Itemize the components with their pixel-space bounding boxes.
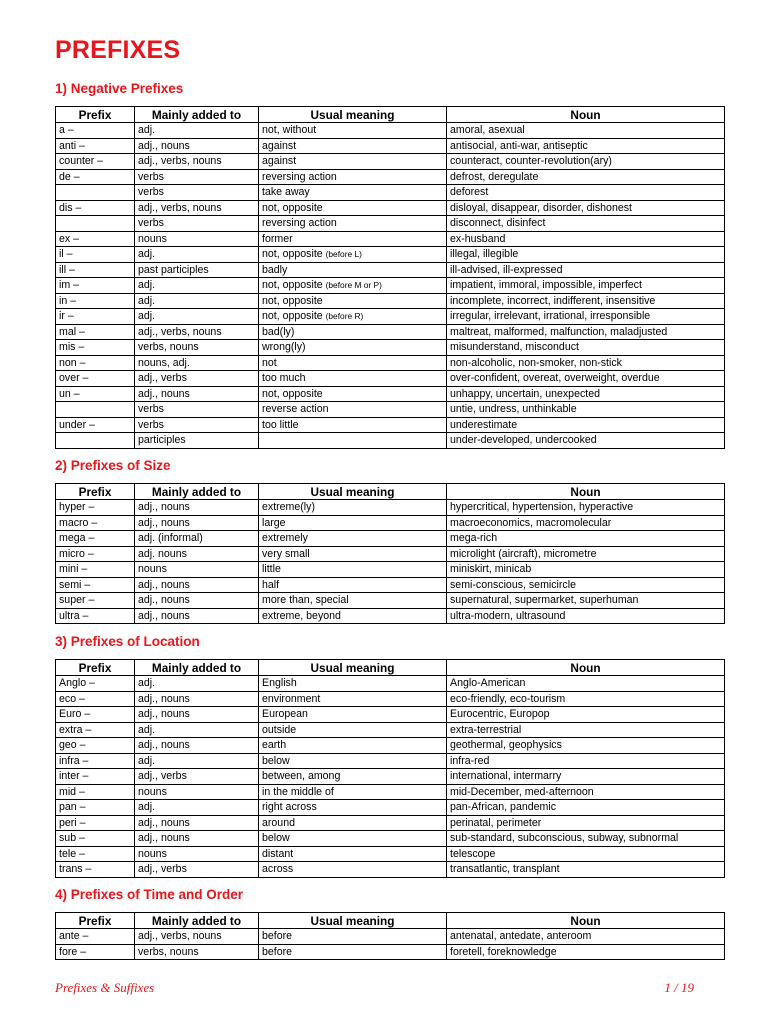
table-row xyxy=(56,138,725,154)
prefix-cell: counter – xyxy=(56,154,135,170)
prefix-cell: anti – xyxy=(56,138,135,154)
meaning-text: not, opposite xyxy=(262,279,326,292)
noun-examples-cell: disconnect, disinfect xyxy=(447,216,725,232)
column-header: Noun xyxy=(447,107,725,123)
table-row xyxy=(56,402,725,418)
noun-examples-cell: ex-husband xyxy=(447,231,725,247)
meaning-text: badly xyxy=(262,263,288,276)
prefix-cell: semi – xyxy=(56,577,135,593)
table-row xyxy=(56,309,725,325)
table-row xyxy=(56,293,725,309)
noun-examples-cell: international, intermarry xyxy=(447,769,725,785)
meaning-text: little xyxy=(262,563,281,576)
meaning-text: large xyxy=(262,516,286,529)
added-to-cell: adj. nouns xyxy=(135,546,259,562)
column-header: Usual meaning xyxy=(259,484,447,500)
meaning-text: before xyxy=(262,930,293,943)
meaning-cell xyxy=(259,577,447,593)
added-to-cell: adj., nouns xyxy=(135,593,259,609)
prefix-cell: peri – xyxy=(56,815,135,831)
noun-examples-cell: geothermal, geophysics xyxy=(447,738,725,754)
noun-examples-cell: unhappy, uncertain, unexpected xyxy=(447,386,725,402)
prefix-cell: il – xyxy=(56,247,135,263)
noun-examples-cell: Eurocentric, Europop xyxy=(447,707,725,723)
table-row xyxy=(56,929,725,945)
table-row xyxy=(56,562,725,578)
noun-examples-cell: amoral, asexual xyxy=(447,123,725,139)
meaning-text: English xyxy=(262,677,297,690)
noun-examples-cell: untie, undress, unthinkable xyxy=(447,402,725,418)
added-to-cell: adj., verbs xyxy=(135,769,259,785)
table-row xyxy=(56,722,725,738)
column-header: Noun xyxy=(447,484,725,500)
table-row xyxy=(56,784,725,800)
meaning-text: European xyxy=(262,708,308,721)
prefix-cell: pan – xyxy=(56,800,135,816)
table-row xyxy=(56,676,725,692)
noun-examples-cell: incomplete, incorrect, indifferent, insensitive xyxy=(447,293,725,309)
added-to-cell: adj. xyxy=(135,123,259,139)
prefix-cell: trans – xyxy=(56,862,135,878)
prefix-cell: in – xyxy=(56,293,135,309)
noun-examples-cell: telescope xyxy=(447,846,725,862)
meaning-text: across xyxy=(262,863,294,876)
prefix-cell: non – xyxy=(56,355,135,371)
noun-examples-cell: microlight (aircraft), micrometre xyxy=(447,546,725,562)
added-to-cell: adj. xyxy=(135,800,259,816)
meaning-text: too little xyxy=(262,418,299,431)
table-row xyxy=(56,800,725,816)
added-to-cell: adj. (informal) xyxy=(135,531,259,547)
meaning-cell xyxy=(259,722,447,738)
column-header: Usual meaning xyxy=(259,660,447,676)
prefix-cell: Anglo – xyxy=(56,676,135,692)
meaning-text: distant xyxy=(262,847,294,860)
meaning-text: around xyxy=(262,816,295,829)
meaning-text: not, opposite xyxy=(262,248,326,261)
meaning-text: right across xyxy=(262,801,317,814)
added-to-cell: participles xyxy=(135,433,259,449)
noun-examples-cell: macroeconomics, macromolecular xyxy=(447,515,725,531)
meaning-cell xyxy=(259,846,447,862)
meaning-cell xyxy=(259,433,447,449)
noun-examples-cell: semi-conscious, semicircle xyxy=(447,577,725,593)
meaning-text: in the middle of xyxy=(262,785,334,798)
noun-examples-cell: foretell, foreknowledge xyxy=(447,944,725,960)
column-header: Usual meaning xyxy=(259,107,447,123)
meaning-text: not, opposite xyxy=(262,201,323,214)
meaning-text: environment xyxy=(262,692,321,705)
added-to-cell: adj. xyxy=(135,293,259,309)
table-row xyxy=(56,417,725,433)
meaning-cell xyxy=(259,676,447,692)
meaning-text: extremely xyxy=(262,532,308,545)
noun-examples-cell: ill-advised, ill-expressed xyxy=(447,262,725,278)
meaning-cell xyxy=(259,546,447,562)
section-heading: 4) Prefixes of Time and Order xyxy=(55,887,244,902)
noun-examples-cell: non-alcoholic, non-smoker, non-stick xyxy=(447,355,725,371)
added-to-cell: verbs, nouns xyxy=(135,340,259,356)
table-row xyxy=(56,278,725,294)
prefix-cell: Euro – xyxy=(56,707,135,723)
prefix-table xyxy=(55,483,725,624)
meaning-text: against xyxy=(262,155,297,168)
meaning-text: not, without xyxy=(262,124,317,137)
added-to-cell: adj. xyxy=(135,722,259,738)
prefix-cell xyxy=(56,185,135,201)
added-to-cell: adj., verbs, nouns xyxy=(135,154,259,170)
noun-examples-cell: miniskirt, minicab xyxy=(447,562,725,578)
meaning-text: not, opposite xyxy=(262,387,323,400)
added-to-cell: adj. xyxy=(135,753,259,769)
table-row xyxy=(56,231,725,247)
noun-examples-cell: eco-friendly, eco-tourism xyxy=(447,691,725,707)
table-row xyxy=(56,500,725,516)
noun-examples-cell: defrost, deregulate xyxy=(447,169,725,185)
added-to-cell: verbs xyxy=(135,185,259,201)
prefix-table xyxy=(55,659,725,878)
meaning-cell xyxy=(259,169,447,185)
meaning-note: (before L) xyxy=(325,249,362,260)
table-row xyxy=(56,608,725,624)
table-row xyxy=(56,831,725,847)
prefix-cell: micro – xyxy=(56,546,135,562)
noun-examples-cell: supernatural, supermarket, superhuman xyxy=(447,593,725,609)
added-to-cell: verbs xyxy=(135,169,259,185)
prefix-cell: under – xyxy=(56,417,135,433)
meaning-cell xyxy=(259,515,447,531)
meaning-cell xyxy=(259,309,447,325)
meaning-cell xyxy=(259,402,447,418)
table-row xyxy=(56,386,725,402)
prefix-cell: de – xyxy=(56,169,135,185)
prefix-cell: im – xyxy=(56,278,135,294)
added-to-cell: verbs xyxy=(135,402,259,418)
table-row xyxy=(56,546,725,562)
prefix-cell xyxy=(56,216,135,232)
meaning-cell xyxy=(259,355,447,371)
meaning-cell xyxy=(259,691,447,707)
added-to-cell: verbs, nouns xyxy=(135,944,259,960)
table-row xyxy=(56,846,725,862)
prefix-cell: inter – xyxy=(56,769,135,785)
noun-examples-cell: perinatal, perimeter xyxy=(447,815,725,831)
page-title: PREFIXES xyxy=(55,36,181,64)
prefix-cell: un – xyxy=(56,386,135,402)
column-header: Mainly added to xyxy=(135,660,259,676)
prefix-cell xyxy=(56,402,135,418)
table-header-row xyxy=(56,484,725,500)
table-header-row xyxy=(56,660,725,676)
noun-examples-cell: infra-red xyxy=(447,753,725,769)
prefix-cell xyxy=(56,433,135,449)
meaning-cell xyxy=(259,753,447,769)
added-to-cell: adj., nouns xyxy=(135,707,259,723)
prefix-cell: ir – xyxy=(56,309,135,325)
table-row xyxy=(56,707,725,723)
noun-examples-cell: misunderstand, misconduct xyxy=(447,340,725,356)
added-to-cell: adj., verbs, nouns xyxy=(135,324,259,340)
prefix-cell: a – xyxy=(56,123,135,139)
table-row xyxy=(56,340,725,356)
table-row xyxy=(56,433,725,449)
added-to-cell: adj., nouns xyxy=(135,831,259,847)
meaning-cell xyxy=(259,324,447,340)
noun-examples-cell: extra-terrestrial xyxy=(447,722,725,738)
meaning-text: very small xyxy=(262,547,310,560)
column-header: Noun xyxy=(447,660,725,676)
meaning-cell xyxy=(259,562,447,578)
table-row xyxy=(56,577,725,593)
added-to-cell: verbs xyxy=(135,216,259,232)
added-to-cell: past participles xyxy=(135,262,259,278)
prefix-cell: sub – xyxy=(56,831,135,847)
added-to-cell: adj., verbs, nouns xyxy=(135,929,259,945)
column-header: Mainly added to xyxy=(135,913,259,929)
prefix-cell: mis – xyxy=(56,340,135,356)
prefix-cell: infra – xyxy=(56,753,135,769)
prefix-cell: dis – xyxy=(56,200,135,216)
table-row xyxy=(56,355,725,371)
footer-page-number: 1 / 19 xyxy=(664,980,694,995)
noun-examples-cell: disloyal, disappear, disorder, dishonest xyxy=(447,200,725,216)
added-to-cell: nouns xyxy=(135,562,259,578)
meaning-cell xyxy=(259,707,447,723)
prefix-cell: fore – xyxy=(56,944,135,960)
meaning-cell xyxy=(259,278,447,294)
prefix-cell: mid – xyxy=(56,784,135,800)
table-row xyxy=(56,154,725,170)
added-to-cell: adj. xyxy=(135,676,259,692)
prefix-cell: over – xyxy=(56,371,135,387)
noun-examples-cell: Anglo-American xyxy=(447,676,725,692)
noun-examples-cell: mega-rich xyxy=(447,531,725,547)
meaning-text: not, opposite xyxy=(262,310,326,323)
meaning-cell xyxy=(259,386,447,402)
meaning-text: take away xyxy=(262,186,310,199)
meaning-cell xyxy=(259,929,447,945)
prefix-cell: ante – xyxy=(56,929,135,945)
meaning-cell xyxy=(259,200,447,216)
meaning-text: reversing action xyxy=(262,170,337,183)
meaning-cell xyxy=(259,262,447,278)
meaning-cell xyxy=(259,154,447,170)
noun-examples-cell: maltreat, malformed, malfunction, maladjusted xyxy=(447,324,725,340)
table-row xyxy=(56,216,725,232)
prefix-cell: macro – xyxy=(56,515,135,531)
meaning-cell xyxy=(259,531,447,547)
column-header: Prefix xyxy=(56,107,135,123)
table-row xyxy=(56,738,725,754)
column-header: Usual meaning xyxy=(259,913,447,929)
meaning-cell xyxy=(259,123,447,139)
table-row xyxy=(56,200,725,216)
table-row xyxy=(56,815,725,831)
added-to-cell: adj., nouns xyxy=(135,738,259,754)
prefix-cell: hyper – xyxy=(56,500,135,516)
prefix-cell: eco – xyxy=(56,691,135,707)
prefix-cell: mega – xyxy=(56,531,135,547)
prefix-cell: mini – xyxy=(56,562,135,578)
meaning-cell xyxy=(259,815,447,831)
prefix-cell: ex – xyxy=(56,231,135,247)
noun-examples-cell: antisocial, anti-war, antiseptic xyxy=(447,138,725,154)
table-row xyxy=(56,944,725,960)
added-to-cell: adj., nouns xyxy=(135,815,259,831)
meaning-text: bad(ly) xyxy=(262,325,295,338)
table-header-row xyxy=(56,107,725,123)
meaning-cell xyxy=(259,340,447,356)
prefix-cell: super – xyxy=(56,593,135,609)
noun-examples-cell: counteract, counter-revolution(ary) xyxy=(447,154,725,170)
noun-examples-cell: ultra-modern, ultrasound xyxy=(447,608,725,624)
meaning-cell xyxy=(259,862,447,878)
noun-examples-cell: transatlantic, transplant xyxy=(447,862,725,878)
noun-examples-cell: irregular, irrelevant, irrational, irresponsible xyxy=(447,309,725,325)
prefix-cell: geo – xyxy=(56,738,135,754)
noun-examples-cell: impatient, immoral, impossible, imperfect xyxy=(447,278,725,294)
added-to-cell: nouns xyxy=(135,231,259,247)
table-row xyxy=(56,593,725,609)
meaning-text: extreme, beyond xyxy=(262,609,341,622)
prefix-cell: tele – xyxy=(56,846,135,862)
added-to-cell: adj., nouns xyxy=(135,515,259,531)
meaning-note: (before R) xyxy=(325,311,364,322)
added-to-cell: adj., nouns xyxy=(135,608,259,624)
meaning-text: more than, special xyxy=(262,594,349,607)
meaning-text: between, among xyxy=(262,770,341,783)
added-to-cell: adj., verbs xyxy=(135,862,259,878)
meaning-text: wrong(ly) xyxy=(262,341,306,354)
meaning-cell xyxy=(259,247,447,263)
meaning-text: reverse action xyxy=(262,403,329,416)
noun-examples-cell: deforest xyxy=(447,185,725,201)
meaning-cell xyxy=(259,608,447,624)
section-heading: 2) Prefixes of Size xyxy=(55,458,171,473)
added-to-cell: verbs xyxy=(135,417,259,433)
meaning-text: before xyxy=(262,945,293,958)
meaning-cell xyxy=(259,216,447,232)
noun-examples-cell: sub-standard, subconscious, subway, subnormal xyxy=(447,831,725,847)
noun-examples-cell: mid-December, med-afternoon xyxy=(447,784,725,800)
meaning-cell xyxy=(259,293,447,309)
table-row xyxy=(56,371,725,387)
prefix-cell: ultra – xyxy=(56,608,135,624)
added-to-cell: adj., verbs, nouns xyxy=(135,200,259,216)
added-to-cell: adj., nouns xyxy=(135,577,259,593)
added-to-cell: adj., verbs xyxy=(135,371,259,387)
meaning-cell xyxy=(259,500,447,516)
meaning-text: outside xyxy=(262,723,297,736)
section-heading: 1) Negative Prefixes xyxy=(55,81,184,96)
added-to-cell: adj., nouns xyxy=(135,691,259,707)
table-row xyxy=(56,862,725,878)
meaning-cell xyxy=(259,185,447,201)
column-header: Noun xyxy=(447,913,725,929)
noun-examples-cell: antenatal, antedate, anteroom xyxy=(447,929,725,945)
column-header: Prefix xyxy=(56,660,135,676)
table-row xyxy=(56,753,725,769)
meaning-cell xyxy=(259,138,447,154)
meaning-cell xyxy=(259,831,447,847)
meaning-cell xyxy=(259,769,447,785)
added-to-cell: nouns, adj. xyxy=(135,355,259,371)
meaning-cell xyxy=(259,371,447,387)
meaning-text: former xyxy=(262,232,293,245)
prefix-cell: ill – xyxy=(56,262,135,278)
table-row xyxy=(56,769,725,785)
column-header: Mainly added to xyxy=(135,484,259,500)
meaning-text: below xyxy=(262,754,290,767)
prefix-cell: extra – xyxy=(56,722,135,738)
table-row xyxy=(56,247,725,263)
table-row xyxy=(56,185,725,201)
meaning-text: not xyxy=(262,356,277,369)
table-row xyxy=(56,324,725,340)
added-to-cell: nouns xyxy=(135,784,259,800)
meaning-text: against xyxy=(262,139,297,152)
meaning-note: (before M or P) xyxy=(325,280,382,291)
meaning-cell xyxy=(259,784,447,800)
table-row xyxy=(56,123,725,139)
table-header-row xyxy=(56,913,725,929)
meaning-cell xyxy=(259,231,447,247)
added-to-cell: adj. xyxy=(135,247,259,263)
prefix-table xyxy=(55,106,725,449)
noun-examples-cell: underestimate xyxy=(447,417,725,433)
prefix-cell: mal – xyxy=(56,324,135,340)
meaning-text: not, opposite xyxy=(262,294,323,307)
noun-examples-cell: over-confident, overeat, overweight, overdue xyxy=(447,371,725,387)
meaning-text: half xyxy=(262,578,280,591)
prefix-table xyxy=(55,912,725,960)
meaning-cell xyxy=(259,593,447,609)
added-to-cell: nouns xyxy=(135,846,259,862)
meaning-text: extreme(ly) xyxy=(262,501,315,514)
noun-examples-cell: under-developed, undercooked xyxy=(447,433,725,449)
added-to-cell: adj., nouns xyxy=(135,386,259,402)
added-to-cell: adj. xyxy=(135,278,259,294)
table-row xyxy=(56,691,725,707)
added-to-cell: adj., nouns xyxy=(135,138,259,154)
table-row xyxy=(56,515,725,531)
section-heading: 3) Prefixes of Location xyxy=(55,634,200,649)
added-to-cell: adj. xyxy=(135,309,259,325)
table-row xyxy=(56,262,725,278)
footer-title: Prefixes & Suffixes xyxy=(55,980,155,995)
noun-examples-cell: hypercritical, hypertension, hyperactive xyxy=(447,500,725,516)
column-header: Mainly added to xyxy=(135,107,259,123)
column-header: Prefix xyxy=(56,484,135,500)
meaning-text: below xyxy=(262,832,290,845)
meaning-cell xyxy=(259,738,447,754)
meaning-cell xyxy=(259,417,447,433)
table-row xyxy=(56,531,725,547)
meaning-cell xyxy=(259,944,447,960)
added-to-cell: adj., nouns xyxy=(135,500,259,516)
column-header: Prefix xyxy=(56,913,135,929)
meaning-cell xyxy=(259,800,447,816)
table-row xyxy=(56,169,725,185)
meaning-text: reversing action xyxy=(262,217,337,230)
meaning-text: too much xyxy=(262,372,306,385)
meaning-text: earth xyxy=(262,739,287,752)
noun-examples-cell: pan-African, pandemic xyxy=(447,800,725,816)
noun-examples-cell: illegal, illegible xyxy=(447,247,725,263)
